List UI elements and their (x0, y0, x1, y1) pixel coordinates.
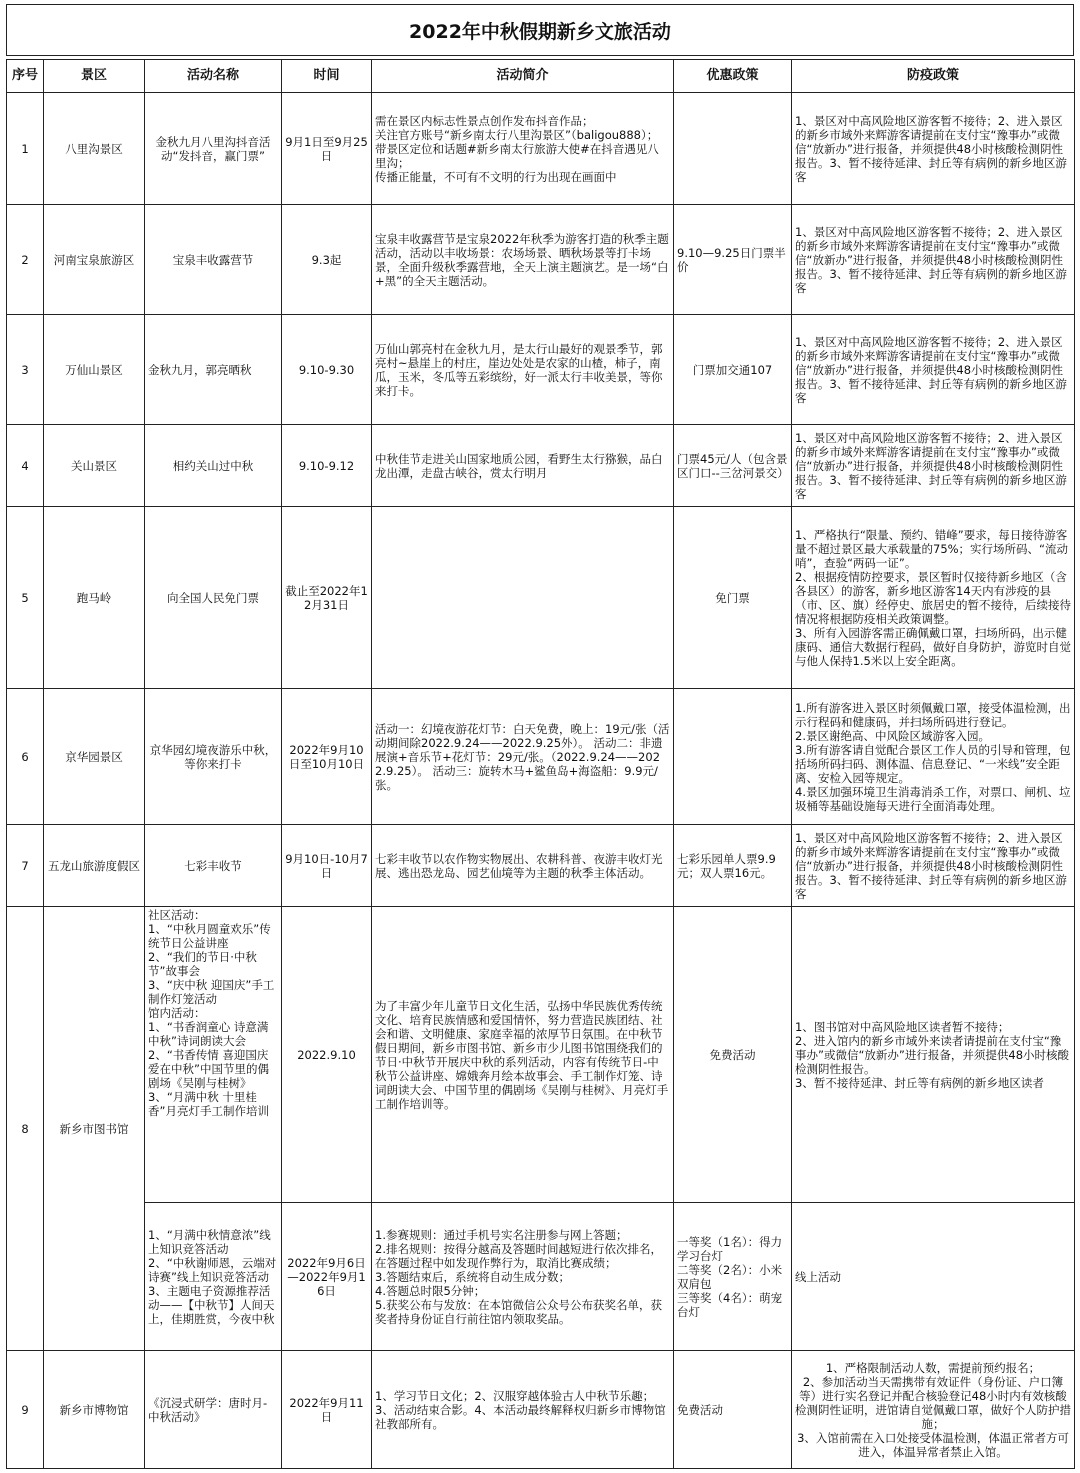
cell-time: 2022年9月10日至10月10日 (282, 689, 372, 825)
cell-scenic: 新乡市图书馆 (44, 907, 145, 1351)
cell-intro: 中秋佳节走进关山国家地质公园，看野生太行猕猴，品白龙出潭，走盘古峡谷，赏太行明月 (372, 425, 674, 507)
cell-intro: 七彩丰收节以农作物实物展出、农耕科普、夜游丰收灯光展、逃出恐龙岛、园艺仙境等为主题的秋季主体活动。 (372, 825, 674, 907)
document-title: 2022年中秋假期新乡文旅活动 (6, 4, 1074, 56)
table-row (7, 1203, 1075, 1351)
table-row (7, 93, 1075, 205)
table-row (7, 907, 1075, 1203)
cell-time: 9.10-9.12 (282, 425, 372, 507)
cell-discount: 免费活动 (674, 1351, 792, 1469)
cell-discount (674, 689, 792, 825)
cell-name: 七彩丰收节 (145, 825, 282, 907)
cell-scenic: 八里沟景区 (44, 93, 145, 205)
cell-time: 2022年9月11日 (282, 1351, 372, 1469)
cell-no: 1 (7, 93, 44, 205)
cell-name: 金秋九月，郭亮晒秋 (145, 315, 282, 425)
cell-discount: 免门票 (674, 507, 792, 689)
cell-discount (674, 93, 792, 205)
cell-intro: 为了丰富少年儿童节日文化生活，弘扬中华民族优秀传统文化、培育民族情感和爱国情怀，努力营造民族团结、社会和谐、文明健康、家庭幸福的浓厚节日氛围。在中秋节假日期间，新乡市图书馆、新乡市少儿图书馆围绕我们的节日·中秋节开展庆中秋的系列活动，内容有传统节日-中秋节公益讲座、嫦娥奔月绘本故事会、手工制作灯笼、诗词朗读大会、中国节里的偶剧场《吴刚与桂树》、月亮灯手工制作培训等。 (372, 907, 674, 1203)
table-row (7, 425, 1075, 507)
cell-name: 相约关山过中秋 (145, 425, 282, 507)
cell-no: 6 (7, 689, 44, 825)
cell-no: 2 (7, 205, 44, 315)
cell-scenic: 河南宝泉旅游区 (44, 205, 145, 315)
cell-epidemic: 1、图书馆对中高风险地区读者暂不接待； 2、进入馆内的新乡市域外来读者请提前在支付宝“豫事办”或微信“放新办”进行报备，并须提供48小时核酸检测阴性报告。 3、暂不接待延津、封丘等有病例的新乡地区读者 (792, 907, 1075, 1203)
cell-discount: 七彩乐园单人票9.9元；双人票16元。 (674, 825, 792, 907)
cell-scenic: 五龙山旅游度假区 (44, 825, 145, 907)
cell-name: 1、“月满中秋情意浓”线上知识竞答活动 2、“中秋谢师恩，云端对诗赛”线上知识竞答活动 3、主题电子资源推荐活动——【中秋节】人间天上，佳期胜赏，今夜中秋 (145, 1203, 282, 1351)
cell-intro: 宝泉丰收露营节是宝泉2022年秋季为游客打造的秋季主题活动，活动以丰收场景：农场场景、晒秋场景等打卡场景，全面升级秋季露营地，全天上演主题演艺。是一场“白+黑”的全天主题活动。 (372, 205, 674, 315)
cell-discount: 9.10—9.25日门票半价 (674, 205, 792, 315)
cell-intro: 活动一：幻境夜游花灯节：白天免费，晚上：19元/张（活动期间除2022.9.24——2022.9.25外）。 活动二：非遗展演+音乐节+花灯节：29元/张。（2022.9.24——2022.9.25）。 活动三：旋转木马+鲨鱼岛+海盗船：9.9元/张。 (372, 689, 674, 825)
header-name: 活动名称 (145, 60, 282, 93)
cell-epidemic: 线上活动 (792, 1203, 1075, 1351)
cell-intro: 万仙山郭亮村在金秋九月，是太行山最好的观景季节，郭亮村~悬崖上的村庄，崖边处处是农家的山楂，柿子，南瓜，玉米，冬瓜等五彩缤纷，好一派太行丰收美景，等你来打卡。 (372, 315, 674, 425)
table-row (7, 825, 1075, 907)
cell-no: 8 (7, 907, 44, 1351)
cell-scenic: 京华园景区 (44, 689, 145, 825)
cell-no: 5 (7, 507, 44, 689)
table-row (7, 507, 1075, 689)
cell-time: 9.3起 (282, 205, 372, 315)
cell-name: 向全国人民免门票 (145, 507, 282, 689)
cell-no: 3 (7, 315, 44, 425)
cell-discount: 一等奖（1名）：得力学习台灯 二等奖（2名）：小米双肩包 三等奖（4名）：萌宠台灯 (674, 1203, 792, 1351)
cell-epidemic: 1、景区对中高风险地区游客暂不接待；2、进入景区的新乡市域外来辉游客请提前在支付宝“豫事办”或微信“放新办”进行报备，并须提供48小时核酸检测阴性报告。3、暂不接待延津、封丘等有病例的新乡地区游客 (792, 825, 1075, 907)
cell-intro: 1.参赛规则：通过手机号实名注册参与网上答题； 2.排名规则：按得分越高及答题时间越短进行依次排名，在答题过程中如发现作弊行为，取消比赛成绩； 3.答题结束后，系统将自动生成分数； 4.答题总时限5分钟； 5.获奖公布与发放：在本馆微信公众号公布获奖名单，获奖者持身份证自行前往馆内领取奖品。 (372, 1203, 674, 1351)
cell-intro: 需在景区内标志性景点创作发布抖音作品； 关注官方账号“新乡南太行八里沟景区”（baligou888）； 带景区定位和话题#新乡南太行旅游大使#在抖音遇见八里沟； 传播正能量，不可有不文明的行为出现在画面中 (372, 93, 674, 205)
cell-name: 《沉浸式研学：唐时月-中秋活动》 (145, 1351, 282, 1469)
cell-no: 4 (7, 425, 44, 507)
header-scenic: 景区 (44, 60, 145, 93)
cell-epidemic: 1.所有游客进入景区时须佩戴口罩，接受体温检测，出示行程码和健康码，并扫场所码进行登记。 2.景区谢绝高、中风险区域游客入园。 3.所有游客请自觉配合景区工作人员的引导和管理，包括场所码扫码、测体温、信息登记、“一米线”安全距离、安检入园等规定。 4.景区加强环境卫生消毒消杀工作，对票口、闸机、垃圾桶等基础设施每天进行全面消毒处理。 (792, 689, 1075, 825)
cell-intro (372, 507, 674, 689)
header-discount: 优惠政策 (674, 60, 792, 93)
cell-no: 9 (7, 1351, 44, 1469)
cell-discount: 门票45元/人（包含景区门口--三岔河景交） (674, 425, 792, 507)
cell-time: 9月10日-10月7日 (282, 825, 372, 907)
cell-time: 9.10-9.30 (282, 315, 372, 425)
cell-time: 9月1日至9月25日 (282, 93, 372, 205)
cell-epidemic: 1、景区对中高风险地区游客暂不接待；2、进入景区的新乡市域外来辉游客请提前在支付宝“豫事办”或微信“放新办”进行报备，并须提供48小时核酸检测阴性报告。3、暂不接待延津、封丘等有病例的新乡地区游客 (792, 315, 1075, 425)
header-time: 时间 (282, 60, 372, 93)
activity-table (6, 59, 1075, 1469)
cell-epidemic: 1、严格限制活动人数，需提前预约报名； 2、参加活动当天需携带有效证件（身份证、户口簿等）进行实名登记并配合核验登记48小时内有效核酸检测阴性证明，进馆请自觉佩戴口罩，做好个人防护措施； 3、入馆前需在入口处接受体温检测，体温正常者方可进入，体温异常者禁止入馆。 (792, 1351, 1075, 1469)
cell-epidemic: 1、景区对中高风险地区游客暂不接待；2、进入景区的新乡市域外来辉游客请提前在支付宝“豫事办”或微信“放新办”进行报备，并须提供48小时核酸检测阴性报告。3、暂不接待延津、封丘等有病例的新乡地区游客 (792, 93, 1075, 205)
cell-intro: 1、学习节日文化；2、汉服穿越体验古人中秋节乐趣；3、活动结束合影。4、本活动最终解释权归新乡市博物馆社教部所有。 (372, 1351, 674, 1469)
table-row (7, 315, 1075, 425)
table-row (7, 689, 1075, 825)
cell-scenic: 跑马岭 (44, 507, 145, 689)
cell-no: 7 (7, 825, 44, 907)
header-no: 序号 (7, 60, 44, 93)
cell-time: 2022年9月6日—2022年9月16日 (282, 1203, 372, 1351)
cell-epidemic: 1、景区对中高风险地区游客暂不接待；2、进入景区的新乡市域外来辉游客请提前在支付宝“豫事办”或微信“放新办”进行报备，并须提供48小时核酸检测阴性报告。3、暂不接待延津、封丘等有病例的新乡地区游客 (792, 425, 1075, 507)
cell-scenic: 关山景区 (44, 425, 145, 507)
header-epidemic: 防疫政策 (792, 60, 1075, 93)
cell-scenic: 新乡市博物馆 (44, 1351, 145, 1469)
cell-name: 社区活动： 1、“中秋月圆童欢乐”传统节日公益讲座 2、“我们的节日·中秋节”故事会 3、“庆中秋 迎国庆”手工制作灯笼活动 馆内活动： 1、“书香润童心 诗意满中秋”诗词朗读大会 2、“书香传情 喜迎国庆 爱在中秋”中国节里的偶剧场《吴刚与桂树》 3、“月满中秋 十里桂香”月亮灯手工制作培训 (145, 907, 282, 1203)
cell-time: 截止至2022年12月31日 (282, 507, 372, 689)
cell-epidemic: 1、景区对中高风险地区游客暂不接待；2、进入景区的新乡市域外来辉游客请提前在支付宝“豫事办”或微信“放新办”进行报备，并须提供48小时核酸检测阴性报告。3、暂不接待延津、封丘等有病例的新乡地区游客 (792, 205, 1075, 315)
cell-name: 金秋九月八里沟抖音活动“发抖音，赢门票” (145, 93, 282, 205)
header-row (7, 60, 1075, 93)
cell-discount: 免费活动 (674, 907, 792, 1203)
table-row (7, 1351, 1075, 1469)
table-row (7, 205, 1075, 315)
cell-epidemic: 1、严格执行“限量、预约、错峰”要求，每日接待游客量不超过景区最大承载量的75%；实行场所码、“流动哨”，查验“两码一证”。 2、根据疫情防控要求，景区暂时仅接待新乡地区（含各县区）的游客，新乡地区游客14天内有涉疫的县（市、区、旗）经停史、旅居史的暂不接待，后续接待情况将根据防疫相关政策调整。 3、所有入园游客需正确佩戴口罩，扫场所码，出示健康码、通信大数据行程码，做好自身防护，游览时自觉与他人保持1.5米以上安全距离。 (792, 507, 1075, 689)
header-intro: 活动简介 (372, 60, 674, 93)
cell-discount: 门票加交通107 (674, 315, 792, 425)
cell-name: 京华园幻境夜游乐中秋，等你来打卡 (145, 689, 282, 825)
cell-name: 宝泉丰收露营节 (145, 205, 282, 315)
cell-scenic: 万仙山景区 (44, 315, 145, 425)
cell-time: 2022.9.10 (282, 907, 372, 1203)
